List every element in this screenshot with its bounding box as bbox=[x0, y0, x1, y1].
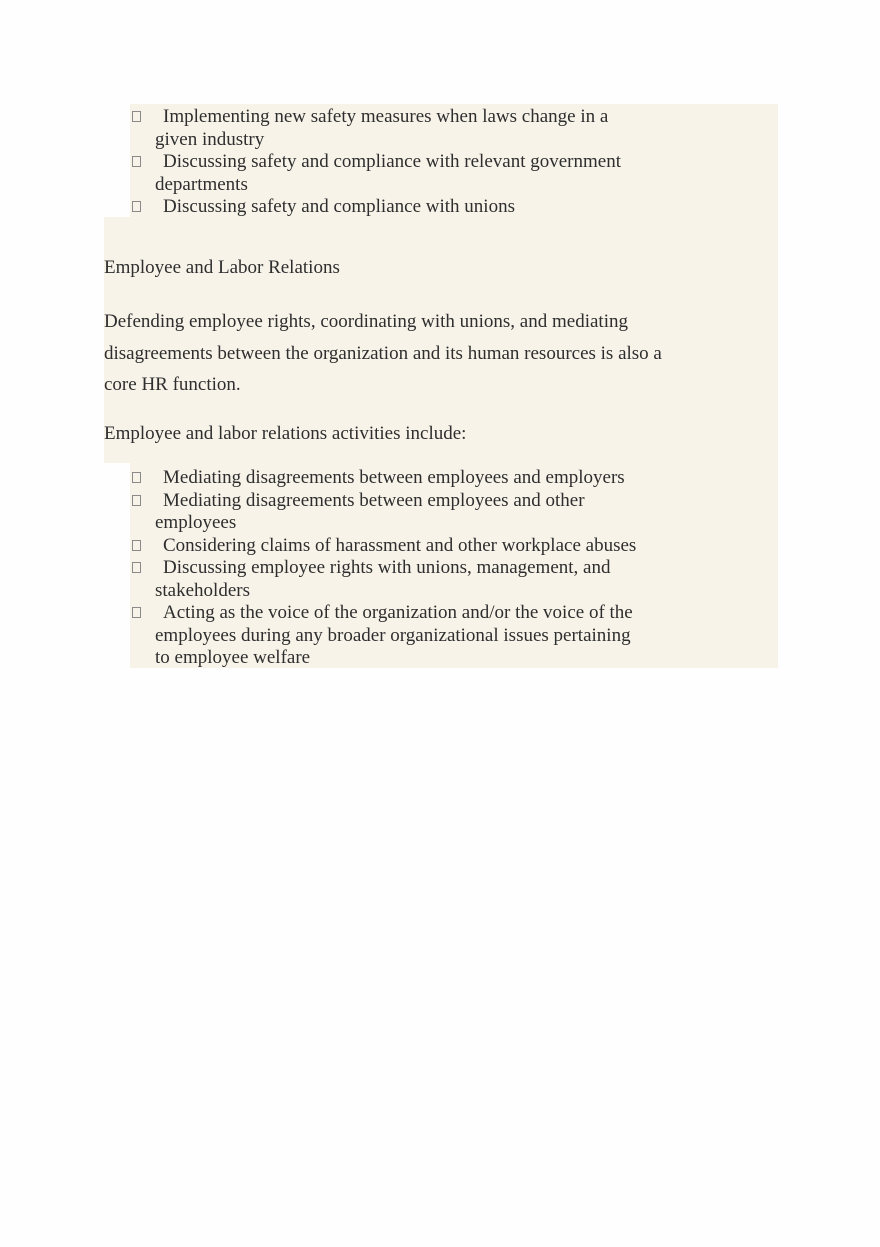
list-item bbox=[130, 602, 645, 670]
list-item-text: Implementing new safety measures when laws change in a given industry bbox=[155, 106, 609, 150]
list-item-text: Considering claims of harassment and other workplace abuses bbox=[163, 534, 637, 556]
section-heading: Employee and Labor Relations bbox=[104, 257, 340, 278]
checkbox-bullet-icon bbox=[132, 540, 141, 551]
list-item-text: Discussing employee rights with unions, management, and stakeholders bbox=[155, 557, 611, 601]
checkbox-bullet-icon bbox=[132, 562, 141, 573]
list-item bbox=[130, 535, 680, 558]
section-paragraph: Defending employee rights, coordinating with unions, and mediating disagreements between the organization and its human resources is also a core HR function. bbox=[104, 311, 662, 395]
checkbox-bullet-icon bbox=[132, 495, 141, 506]
list-item bbox=[130, 151, 640, 196]
list-item-text: Mediating disagreements between employees and employers bbox=[163, 467, 625, 488]
list-item bbox=[130, 467, 665, 490]
list-item bbox=[130, 490, 600, 535]
safety-list bbox=[130, 106, 655, 219]
checkbox-bullet-icon bbox=[132, 607, 141, 618]
list-item-text: Discussing safety and compliance with relevant government departments bbox=[155, 151, 621, 195]
list-intro: Employee and labor relations activities include: bbox=[104, 423, 467, 444]
list-item-text: Mediating disagreements between employees and other employees bbox=[155, 489, 585, 533]
list-item-text: Discussing safety and compliance with unions bbox=[163, 196, 515, 217]
checkbox-bullet-icon bbox=[132, 201, 141, 212]
relations-list bbox=[130, 467, 680, 670]
list-item bbox=[130, 196, 655, 219]
checkbox-bullet-icon bbox=[132, 156, 141, 167]
checkbox-bullet-icon bbox=[132, 111, 141, 122]
list-item bbox=[130, 557, 625, 602]
checkbox-bullet-icon bbox=[132, 472, 141, 483]
list-item bbox=[130, 106, 625, 151]
list-item-text: Acting as the voice of the organization and/or the voice of the employees during any broader organizational issues pertaining to employee welfare bbox=[155, 602, 633, 668]
